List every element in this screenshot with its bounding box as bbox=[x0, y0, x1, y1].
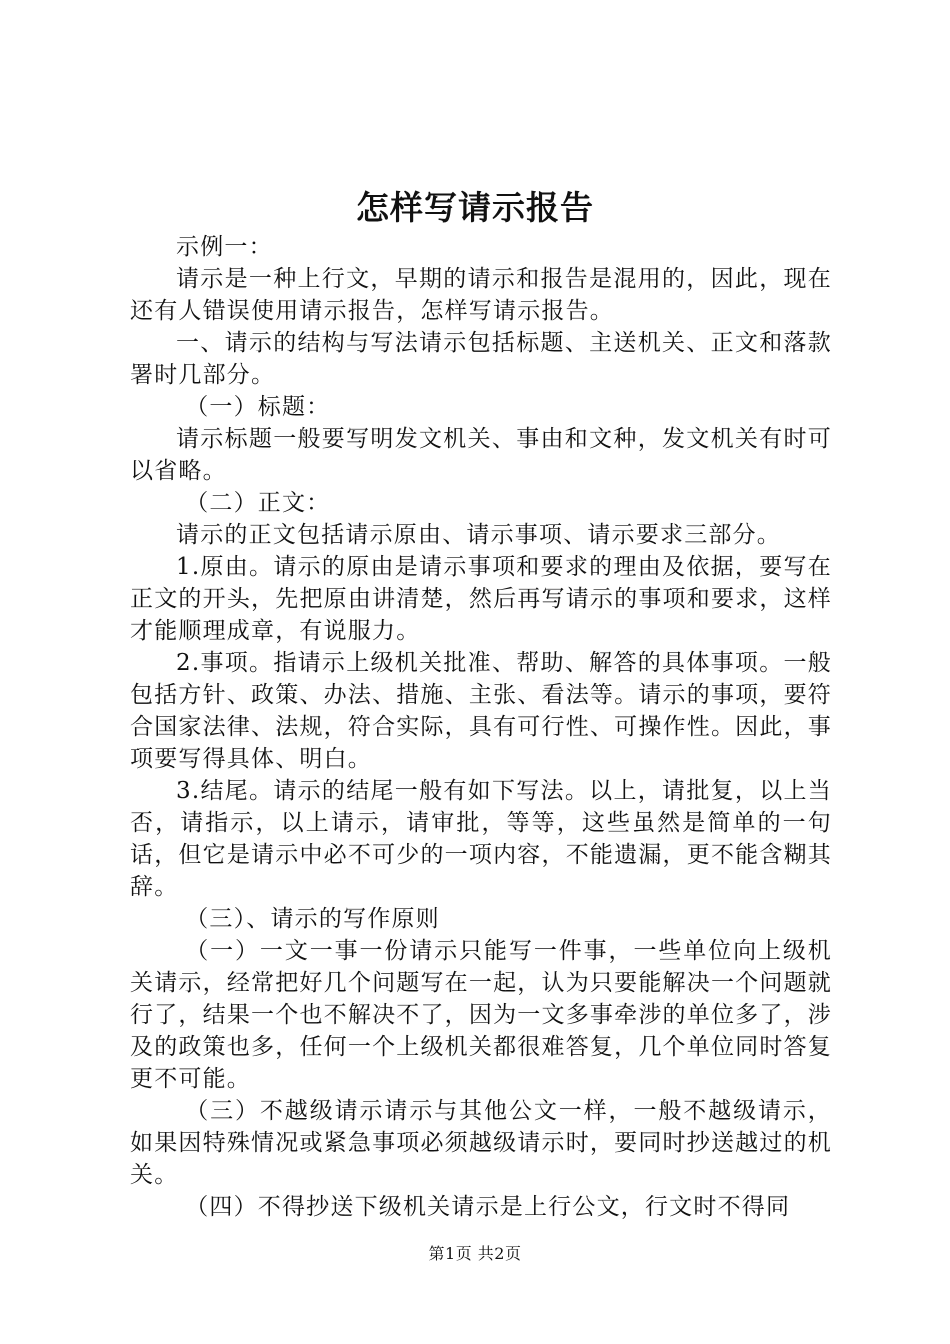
paragraph-no-cc-lower: （四）不得抄送下级机关请示是上行公文，行文时不得同 bbox=[185, 1194, 791, 1220]
paragraph-example-label: 示例一： bbox=[176, 234, 273, 260]
paragraph-matters: 2.事项。指请示上级机关批准、帮助、解答的具体事项。一般包括方针、政策、办法、措施、主张、看法等。请示的事项，要符合国家法律、法规，符合实际，具有可行性、可操作性。因此，事项要写得具体、明白。 bbox=[130, 650, 832, 772]
heading-title-section: （一）标题： bbox=[185, 394, 331, 420]
paragraph-title-desc: 请示标题一般要写明发文机关、事由和文种，发文机关有时可以省略。 bbox=[130, 426, 832, 484]
paragraph-no-skip-level: （三）不越级请示请示与其他公文一样，一般不越级请示，如果因特殊情况或紧急事项必须越级请示时，要同时抄送越过的机关。 bbox=[130, 1098, 832, 1188]
paragraph-body-desc: 请示的正文包括请示原由、请示事项、请示要求三部分。 bbox=[176, 522, 781, 548]
document-title: 怎样写请示报告 bbox=[356, 188, 594, 227]
paragraph-structure: 一、请示的结构与写法请示包括标题、主送机关、正文和落款署时几部分。 bbox=[130, 330, 832, 388]
paragraph-reason: 1.原由。请示的原由是请示事项和要求的理由及依据，要写在正文的开头，先把原由讲清楚，然后再写请示的事项和要求，这样才能顺理成章，有说服力。 bbox=[130, 554, 832, 644]
paragraph-intro: 请示是一种上行文，早期的请示和报告是混用的，因此，现在还有人错误使用请示报告，怎样写请示报告。 bbox=[130, 266, 832, 324]
heading-body-section: （二）正文： bbox=[185, 490, 331, 516]
paragraph-ending: 3.结尾。请示的结尾一般有如下写法。以上，请批复，以上当否，请指示，以上请示，请审批，等等，这些虽然是简单的一句话，但它是请示中必不可少的一项内容，不能遗漏，更不能含糊其辞。 bbox=[130, 778, 832, 900]
document-body bbox=[130, 231, 832, 1223]
paragraph-one-matter: （一）一文一事一份请示只能写一件事，一些单位向上级机关请示，经常把好几个问题写在一起，认为只要能解决一个问题就行了，结果一个也不解决不了，因为一文多事牵涉的单位多了，涉及的政策也多，任何一个上级机关都很难答复，几个单位同时答复更不可能。 bbox=[130, 938, 832, 1092]
page-number-footer: 第1页 共2页 bbox=[428, 1244, 522, 1263]
heading-principles: （三）、请示的写作原则 bbox=[185, 906, 440, 932]
